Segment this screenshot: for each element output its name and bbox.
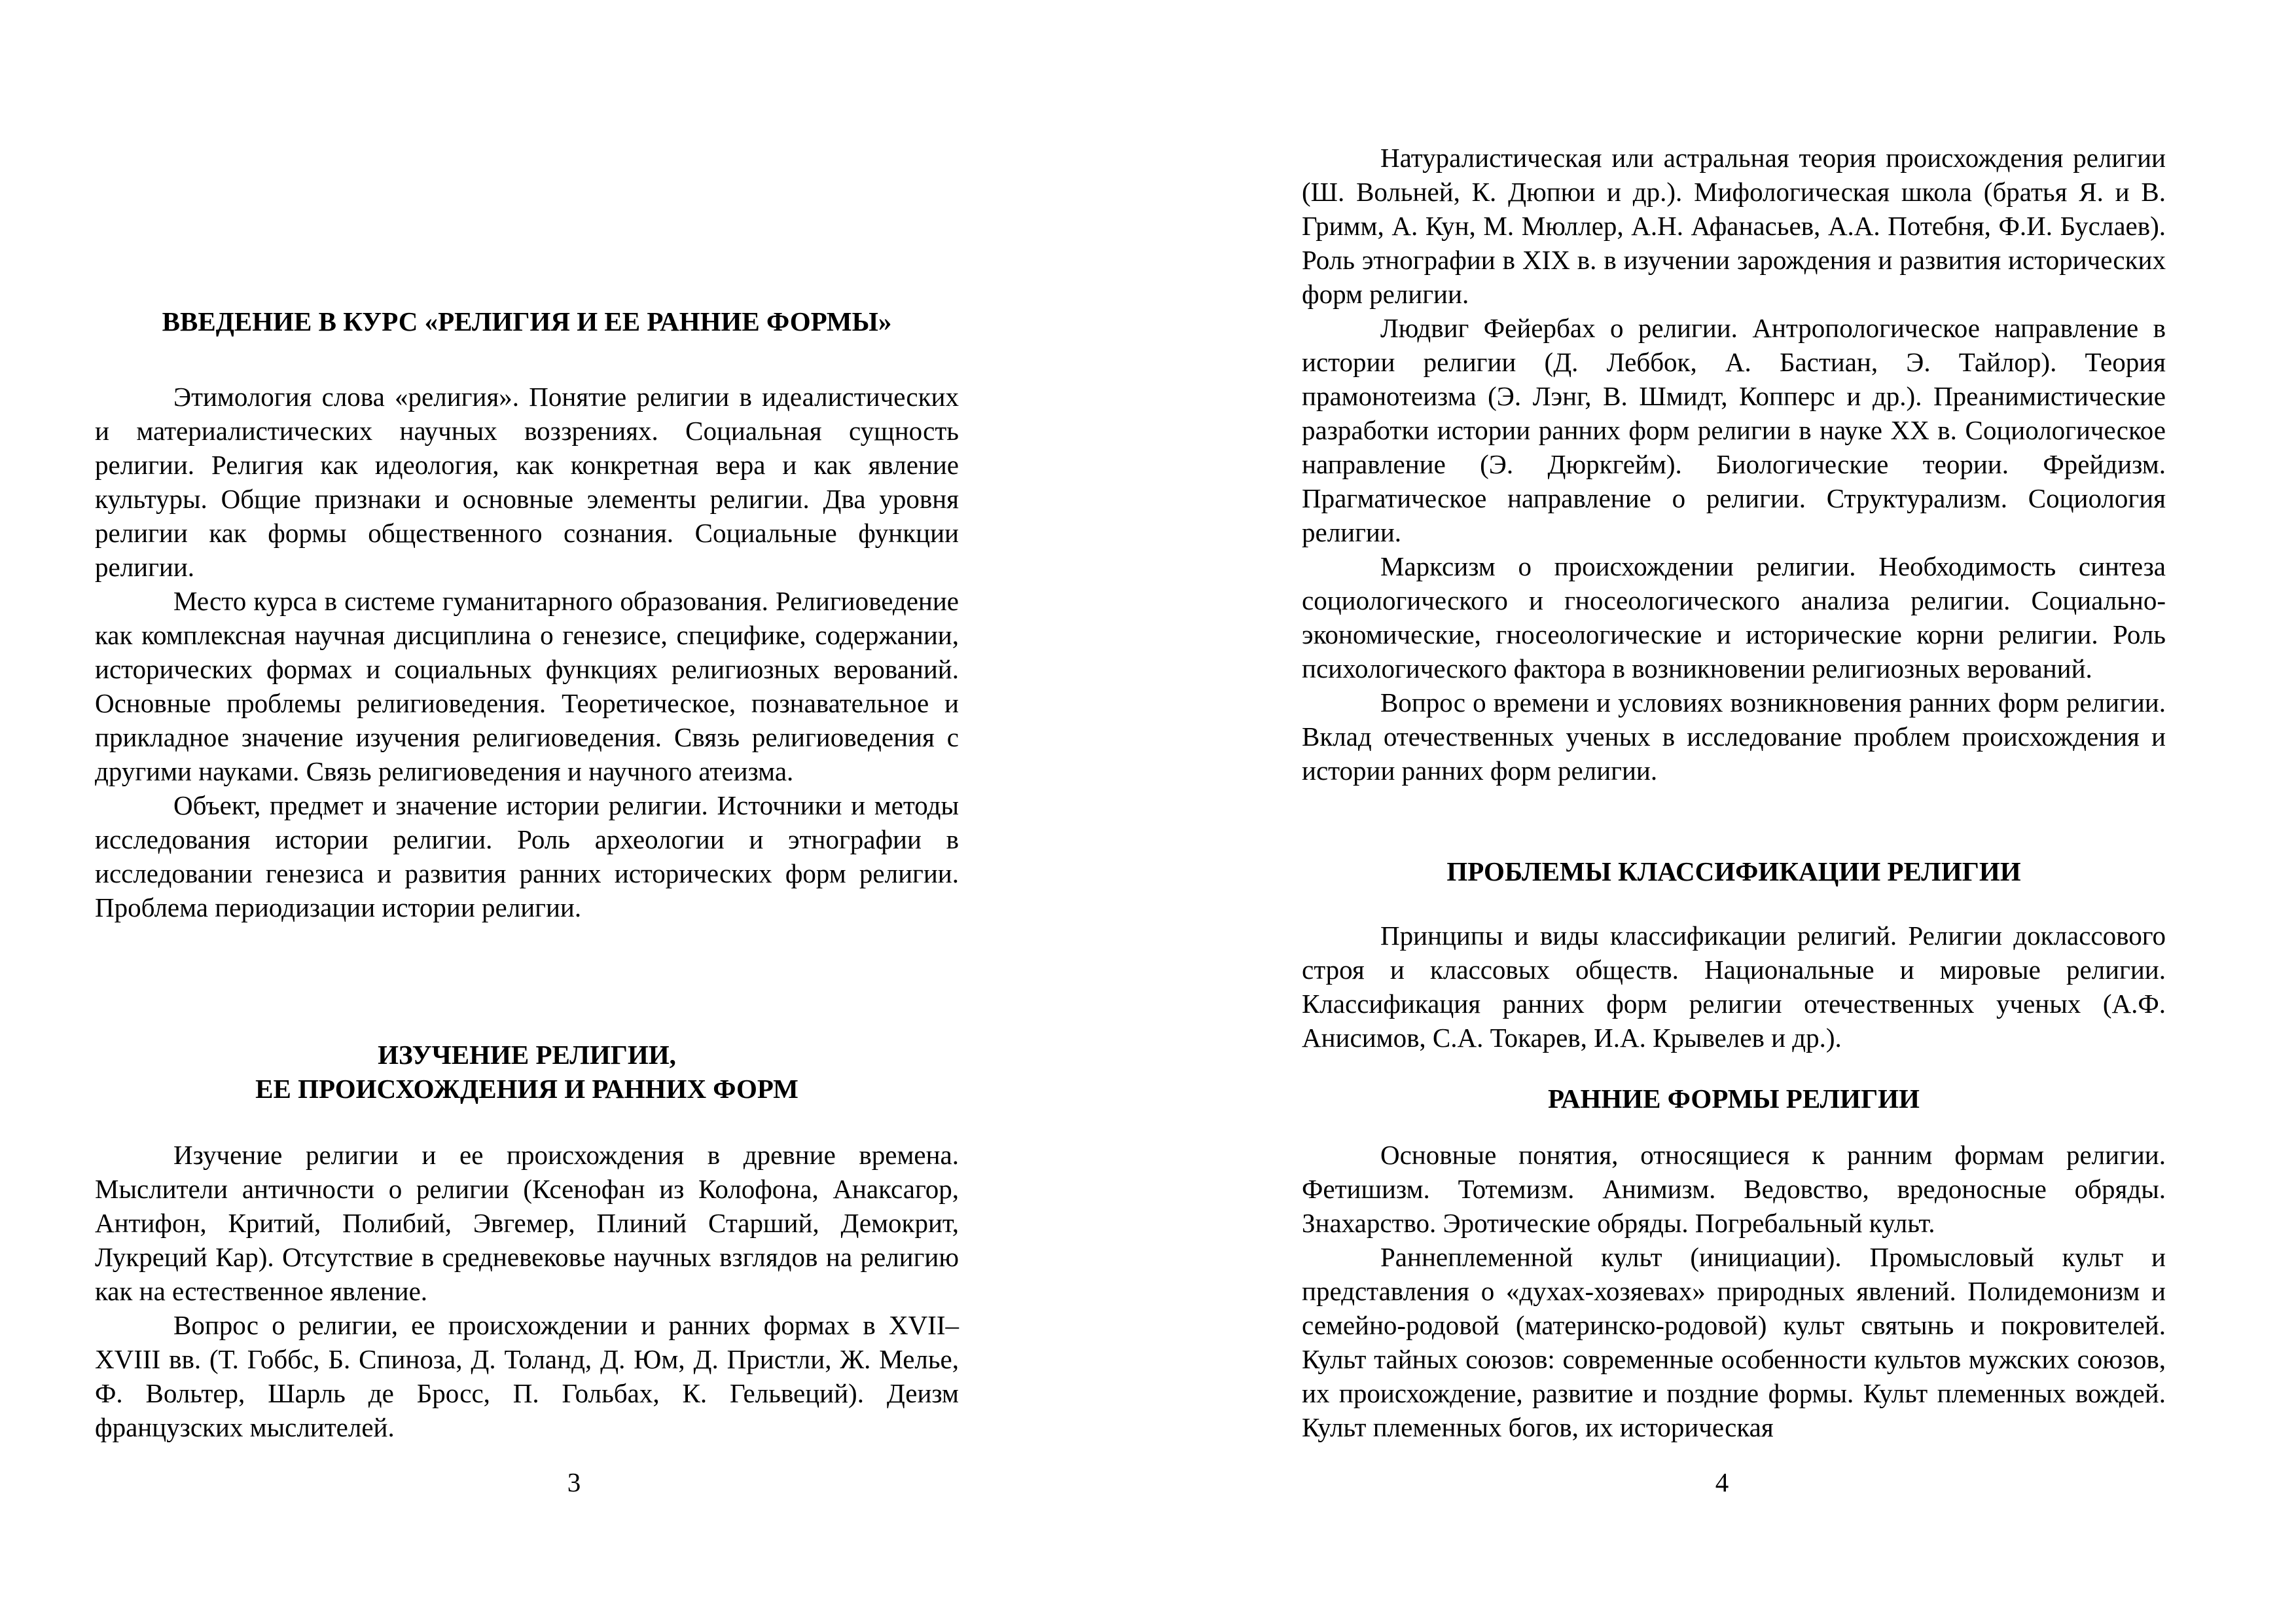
section-title-introduction: ВВЕДЕНИЕ В КУРС «РЕЛИГИЯ И ЕЕ РАННИЕ ФОРМЫ»: [162, 306, 892, 337]
page-number: 3: [567, 1467, 581, 1497]
introduction-body: [95, 380, 959, 924]
section-title-early-forms: РАННИЕ ФОРМЫ РЕЛИГИИ: [1548, 1084, 1920, 1114]
paragraph: Принципы и виды классификации религий. Религии доклассового строя и классовых обществ. Национальные и мировые религии. Классификация ранних форм религии отечественных ученых (А.Ф. Анисимов, С.А. Токарев, И.А. Крывелев и др.).: [1302, 921, 2166, 1053]
paragraph: Основные понятия, относящиеся к ранним формам религии. Фетишизм. Тотемизм. Анимизм. Ведовство, вредоносные обряды. Знахарство. Эротические обряды. Погребальный культ.: [1302, 1140, 2166, 1238]
classification-body: [1302, 919, 2166, 1055]
paragraph: Место курса в системе гуманитарного образования. Религиоведение как комплексная научная дисциплина о генезисе, специфике, содержании, исторических формах и социальных функциях религиозных верований. Основные проблемы религиоведения. Теоретическое, познавательное и прикладное значение изучения религиоведения. Связь религиоведения с другими науками. Связь религиоведения и научного атеизма.: [95, 586, 959, 786]
section-title-study-line1: ИЗУЧЕНИЕ РЕЛИГИИ,: [378, 1040, 676, 1070]
paragraph: Раннеплеменной культ (инициации). Промысловый культ и представления о «духах-хозяевах» природных явлений. Полидемонизм и семейно-родовой (материнско-родовой) культ святынь и покровителей. Культ тайных союзов: современные особенности культов мужских союзов, их происхождение, развитие и поздние формы. Культ племенных вождей. Культ племенных богов, их историческая: [1302, 1242, 2166, 1442]
paragraph: Вопрос о религии, ее происхождении и ранних формах в XVII–XVIII вв. (Т. Гоббс, Б. Спиноза, Д. Толанд, Д. Юм, Д. Пристли, Ж. Мелье, Ф. Вольтер, Шарль де Бросс, П. Гольбах, К. Гельвеций). Деизм французских мыслителей.: [95, 1310, 959, 1442]
paragraph: Этимология слова «религия». Понятие религии в идеалистических и материалистических научных воззрениях. Социальная сущность религии. Религия как идеология, как конкретная вера и как явление культуры. Общие признаки и основные элементы религии. Два уровня религии как формы общественного сознания. Социальные функции религии.: [95, 382, 959, 582]
paragraph: Марксизм о происхождении религии. Необходимость синтеза социологического и гносеологического анализа религии. Социально-экономические, гносеологические и исторические корни религии. Роль психологического фактора в возникновении религиозных верований.: [1302, 551, 2166, 684]
paragraph: Людвиг Фейербах о религии. Антропологическое направление в истории религии (Д. Леббок, А. Бастиан, Э. Тайлор). Теория прамонотеизма (Э. Лэнг, В. Шмидт, Копперс и др.). Преанимистические разработки истории ранних форм религии в науке XX в. Социологическое направление (Э. Дюркгейм). Биологические теории. Фрейдизм. Прагматическое направление о религии. Структурализм. Социология религии.: [1302, 313, 2166, 547]
early-forms-body: [1302, 1138, 2166, 1444]
page-number: 4: [1715, 1467, 1729, 1497]
right-intro-body: [1302, 141, 2166, 788]
paragraph: Объект, предмет и значение истории религии. Источники и методы исследования истории религии. Роль археологии и этнографии в исследовании генезиса и развития ранних исторических форм религии. Проблема периодизации истории религии.: [95, 790, 959, 922]
study-body: [95, 1138, 959, 1444]
section-title-study-line2: ЕЕ ПРОИСХОЖДЕНИЯ И РАННИХ ФОРМ: [255, 1074, 798, 1104]
section-title-classification: ПРОБЛЕМЫ КЛАССИФИКАЦИИ РЕЛИГИИ: [1446, 856, 2021, 886]
paragraph: Вопрос о времени и условиях возникновения ранних форм религии. Вклад отечественных ученых в исследование проблем происхождения и истории ранних форм религии.: [1302, 687, 2166, 786]
paragraph: Натуралистическая или астральная теория происхождения религии (Ш. Вольней, К. Дюпюи и др.). Мифологическая школа (братья Я. и В. Гримм, А. Кун, М. Мюллер, А.Н. Афанасьев, А.А. Потебня, Ф.И. Буслаев). Роль этнографии в XIX в. в изучении зарождения и развития исторических форм религии.: [1302, 143, 2166, 309]
paragraph: Изучение религии и ее происхождения в древние времена. Мыслители античности о религии (Ксенофан из Колофона, Анаксагор, Антифон, Критий, Полибий, Эвгемер, Плиний Старший, Демокрит, Лукреций Кар). Отсутствие в средневековье научных взглядов на религию как на естественное явление.: [95, 1140, 959, 1306]
page-right: [1148, 0, 2296, 1623]
